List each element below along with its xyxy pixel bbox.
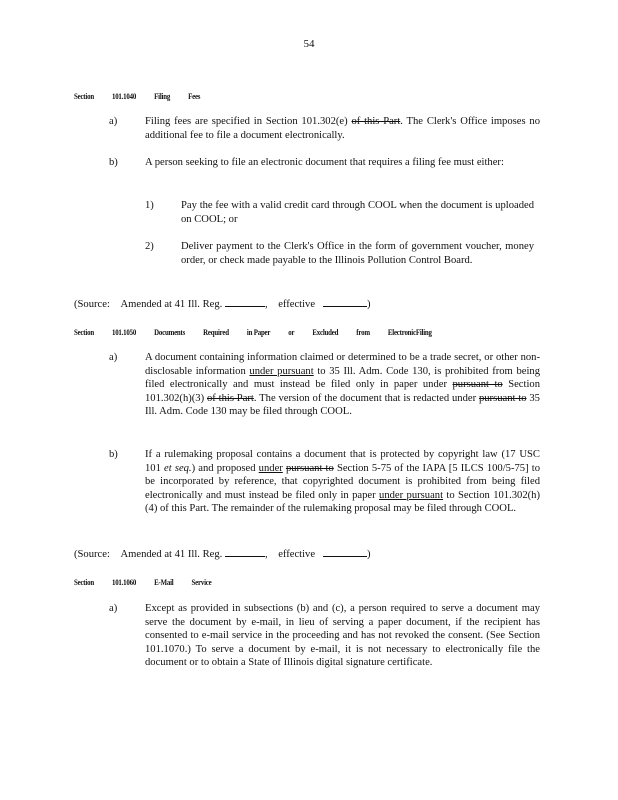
text-run: Section 5-75 of the IAPA [5 ILCS 100/5-75] to be incorporated by reference, that copyrighted document is prohibited from being filed electronically and must instead be filed only in paper <box>145 462 540 501</box>
section-heading-1060 <box>74 576 484 590</box>
heading-word: or <box>288 328 295 337</box>
section-heading-1050 <box>74 326 484 340</box>
subitem-label: 2) <box>145 241 154 252</box>
deleted-text: of this Part <box>206 392 254 404</box>
text-run: to 35 Ill. Adm. Code 130, is prohibited from being filed electronically and must instead be filed only in paper under <box>145 365 540 390</box>
text-run: Deliver payment to the Clerk's Office in the form of government voucher, money order, or check made payable to the Illinois Pollution Control Board. <box>181 241 534 266</box>
reg-blank <box>225 546 265 557</box>
text-run: Except as provided in subsections (b) and (c), a person required to serve a document may serve the document by e-mail, in lieu of serving a paper document, if the recipient has consented to e-mail service in the proceeding and has not revoked the consent. (See Section 101.1070.) To serve a document by e-mail, it is not necessary to electronically file the document or to obtain a State of Illinois digital signature certificate. <box>145 603 540 668</box>
section-1040-b2-text <box>181 240 534 267</box>
inserted-text: under pursuant <box>249 365 314 377</box>
text-run: Filing fees are specified in Section 101.302(e) <box>145 116 352 127</box>
heading-word: from <box>356 328 370 337</box>
source-note: (Source: Amended at 41 Ill. Reg. , effective ) <box>74 546 371 562</box>
item-label: b) <box>109 449 118 460</box>
heading-word: 101.1040 <box>111 92 137 101</box>
text-run: A document containing information claimed or determined to be a trade secret, or other non-disclosable information <box>145 352 540 377</box>
section-1040-a-text <box>145 115 540 142</box>
deleted-text: pursuant to <box>285 462 334 474</box>
date-blank <box>323 296 367 307</box>
heading-word: 101.1060 <box>111 578 137 587</box>
source-suffix: ) <box>367 549 371 560</box>
section-1050-b-text <box>145 448 540 516</box>
section-1060-a-text <box>145 602 540 670</box>
section-1040-b1-text <box>181 199 534 226</box>
heading-word: E-Mail <box>154 578 174 587</box>
heading-word: Section <box>74 328 94 337</box>
text-run: A person seeking to file an electronic document that requires a filing fee must either: <box>145 157 504 168</box>
heading-word: Required <box>203 328 229 337</box>
item-label: a) <box>109 116 118 127</box>
heading-word: Documents <box>154 328 186 337</box>
heading-word: Excluded <box>312 328 339 337</box>
source-suffix: ) <box>367 299 371 310</box>
text-run: ) and proposed <box>191 462 259 474</box>
source-prefix: (Source: <box>74 549 110 560</box>
date-blank <box>323 546 367 557</box>
heading-word: 101.1050 <box>111 328 137 337</box>
reg-blank <box>225 296 265 307</box>
item-label: b) <box>109 157 118 168</box>
text-run: . The Clerk's Office imposes no additional fee to file a document electronically. <box>145 116 541 141</box>
subitem-label: 1) <box>145 200 154 211</box>
text-run: Section 101.302(h)(3) <box>145 379 540 404</box>
heading-word: Section <box>74 578 94 587</box>
section-heading-1040 <box>74 90 484 104</box>
heading-word: in Paper <box>246 328 271 337</box>
text-run: Pay the fee with a valid credit card through COOL when the document is uploaded on COOL; or <box>181 200 534 225</box>
text-run: to Section 101.302(h)(4) of this Part. The remainder of the rulemaking proposal may be filed through COOL. <box>145 489 540 514</box>
source-note: (Source: Amended at 41 Ill. Reg. , effective ) <box>74 296 371 312</box>
deleted-text: pursuant to <box>452 379 503 390</box>
heading-word: ElectronicFiling <box>387 328 432 337</box>
inserted-text: under pursuant <box>379 489 444 501</box>
source-amended: Amended at 41 Ill. Reg. <box>120 549 223 560</box>
section-1050-a-text <box>145 351 540 419</box>
deleted-text: of this Part <box>351 116 401 127</box>
section-1040-b-text <box>145 156 540 170</box>
text-run: If a rulemaking proposal contains a document that is protected by copyright law (17 USC 101 <box>145 449 540 474</box>
italic-text: et seq. <box>164 462 192 474</box>
heading-word: Filing <box>154 92 171 101</box>
source-effective: effective <box>278 299 316 310</box>
deleted-text: pursuant to <box>478 392 527 404</box>
source-effective: effective <box>278 549 316 560</box>
source-amended: Amended at 41 Ill. Reg. <box>120 299 223 310</box>
item-label: a) <box>109 603 118 614</box>
text-run: . The version of the document that is redacted under <box>253 392 479 404</box>
inserted-text: under <box>258 462 283 474</box>
page-number: 54 <box>303 38 315 50</box>
source-prefix: (Source: <box>74 299 110 310</box>
heading-word: Service <box>191 578 212 587</box>
item-label: a) <box>109 352 118 363</box>
heading-word: Fees <box>188 92 201 101</box>
text-run: 35 Ill. Adm. Code 130 may be filed through COOL. <box>145 392 540 417</box>
heading-word: Section <box>74 92 94 101</box>
